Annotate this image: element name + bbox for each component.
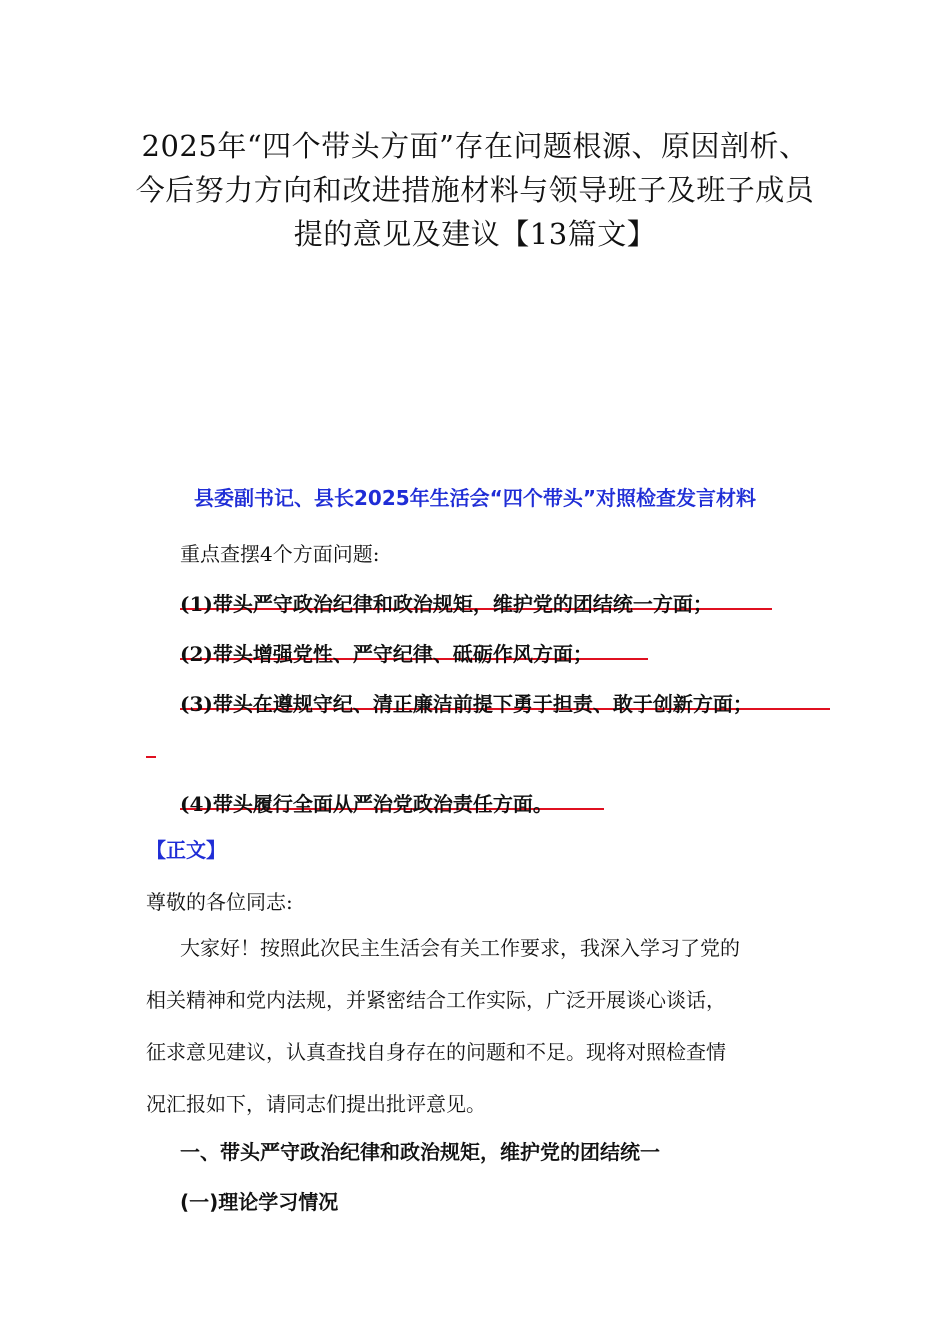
title-line-3: 提的意见及建议【13篇文】 bbox=[293, 217, 657, 251]
intro-line: 况汇报如下，请同志们提出批评意见。 bbox=[146, 1092, 486, 1116]
intro-line: 相关精神和党内法规，并紧密结合工作实际，广泛开展谈心谈话， bbox=[146, 988, 726, 1012]
issue-text: (3)带头在遵规守纪、清正廉洁前提下勇于担责、敢于创新方面； bbox=[180, 692, 753, 716]
body-label: 【正文】 bbox=[146, 838, 226, 862]
subsection-heading: (一)理论学习情况 bbox=[180, 1190, 339, 1214]
section-heading: 一、带头严守政治纪律和政治规矩，维护党的团结统一 bbox=[180, 1140, 660, 1164]
issue-item bbox=[180, 788, 553, 817]
issue-text: (4)带头履行全面从严治党政治责任方面。 bbox=[180, 792, 553, 816]
document-subtitle: 县委副书记、县长2025年生活会“四个带头”对照检查发言材料 bbox=[194, 486, 756, 510]
greeting: 尊敬的各位同志: bbox=[146, 890, 293, 914]
intro-line: 征求意见建议，认真查找自身存在的问题和不足。现将对照检查情 bbox=[146, 1040, 726, 1064]
focus-intro: 重点查摆4个方面问题: bbox=[180, 542, 380, 566]
document-title bbox=[120, 124, 830, 256]
intro-line: 大家好！按照此次民主生活会有关工作要求，我深入学习了党的 bbox=[180, 936, 740, 960]
title-line-2: 今后努力方向和改进措施材料与领导班子及班子成员 bbox=[135, 173, 815, 207]
intro-paragraph bbox=[146, 922, 826, 1130]
issue-item bbox=[180, 688, 753, 717]
issue-item bbox=[180, 638, 593, 667]
issue-text: (2)带头增强党性、严守纪律、砥砺作风方面； bbox=[180, 642, 593, 666]
title-line-1: 2025年“四个带头方面”存在问题根源、原因剖析、 bbox=[141, 129, 809, 163]
issue-text: (1)带头严守政治纪律和政治规矩，维护党的团结统一方面； bbox=[180, 592, 713, 616]
issue-item bbox=[180, 588, 713, 617]
issue-underline-tail bbox=[146, 756, 156, 758]
